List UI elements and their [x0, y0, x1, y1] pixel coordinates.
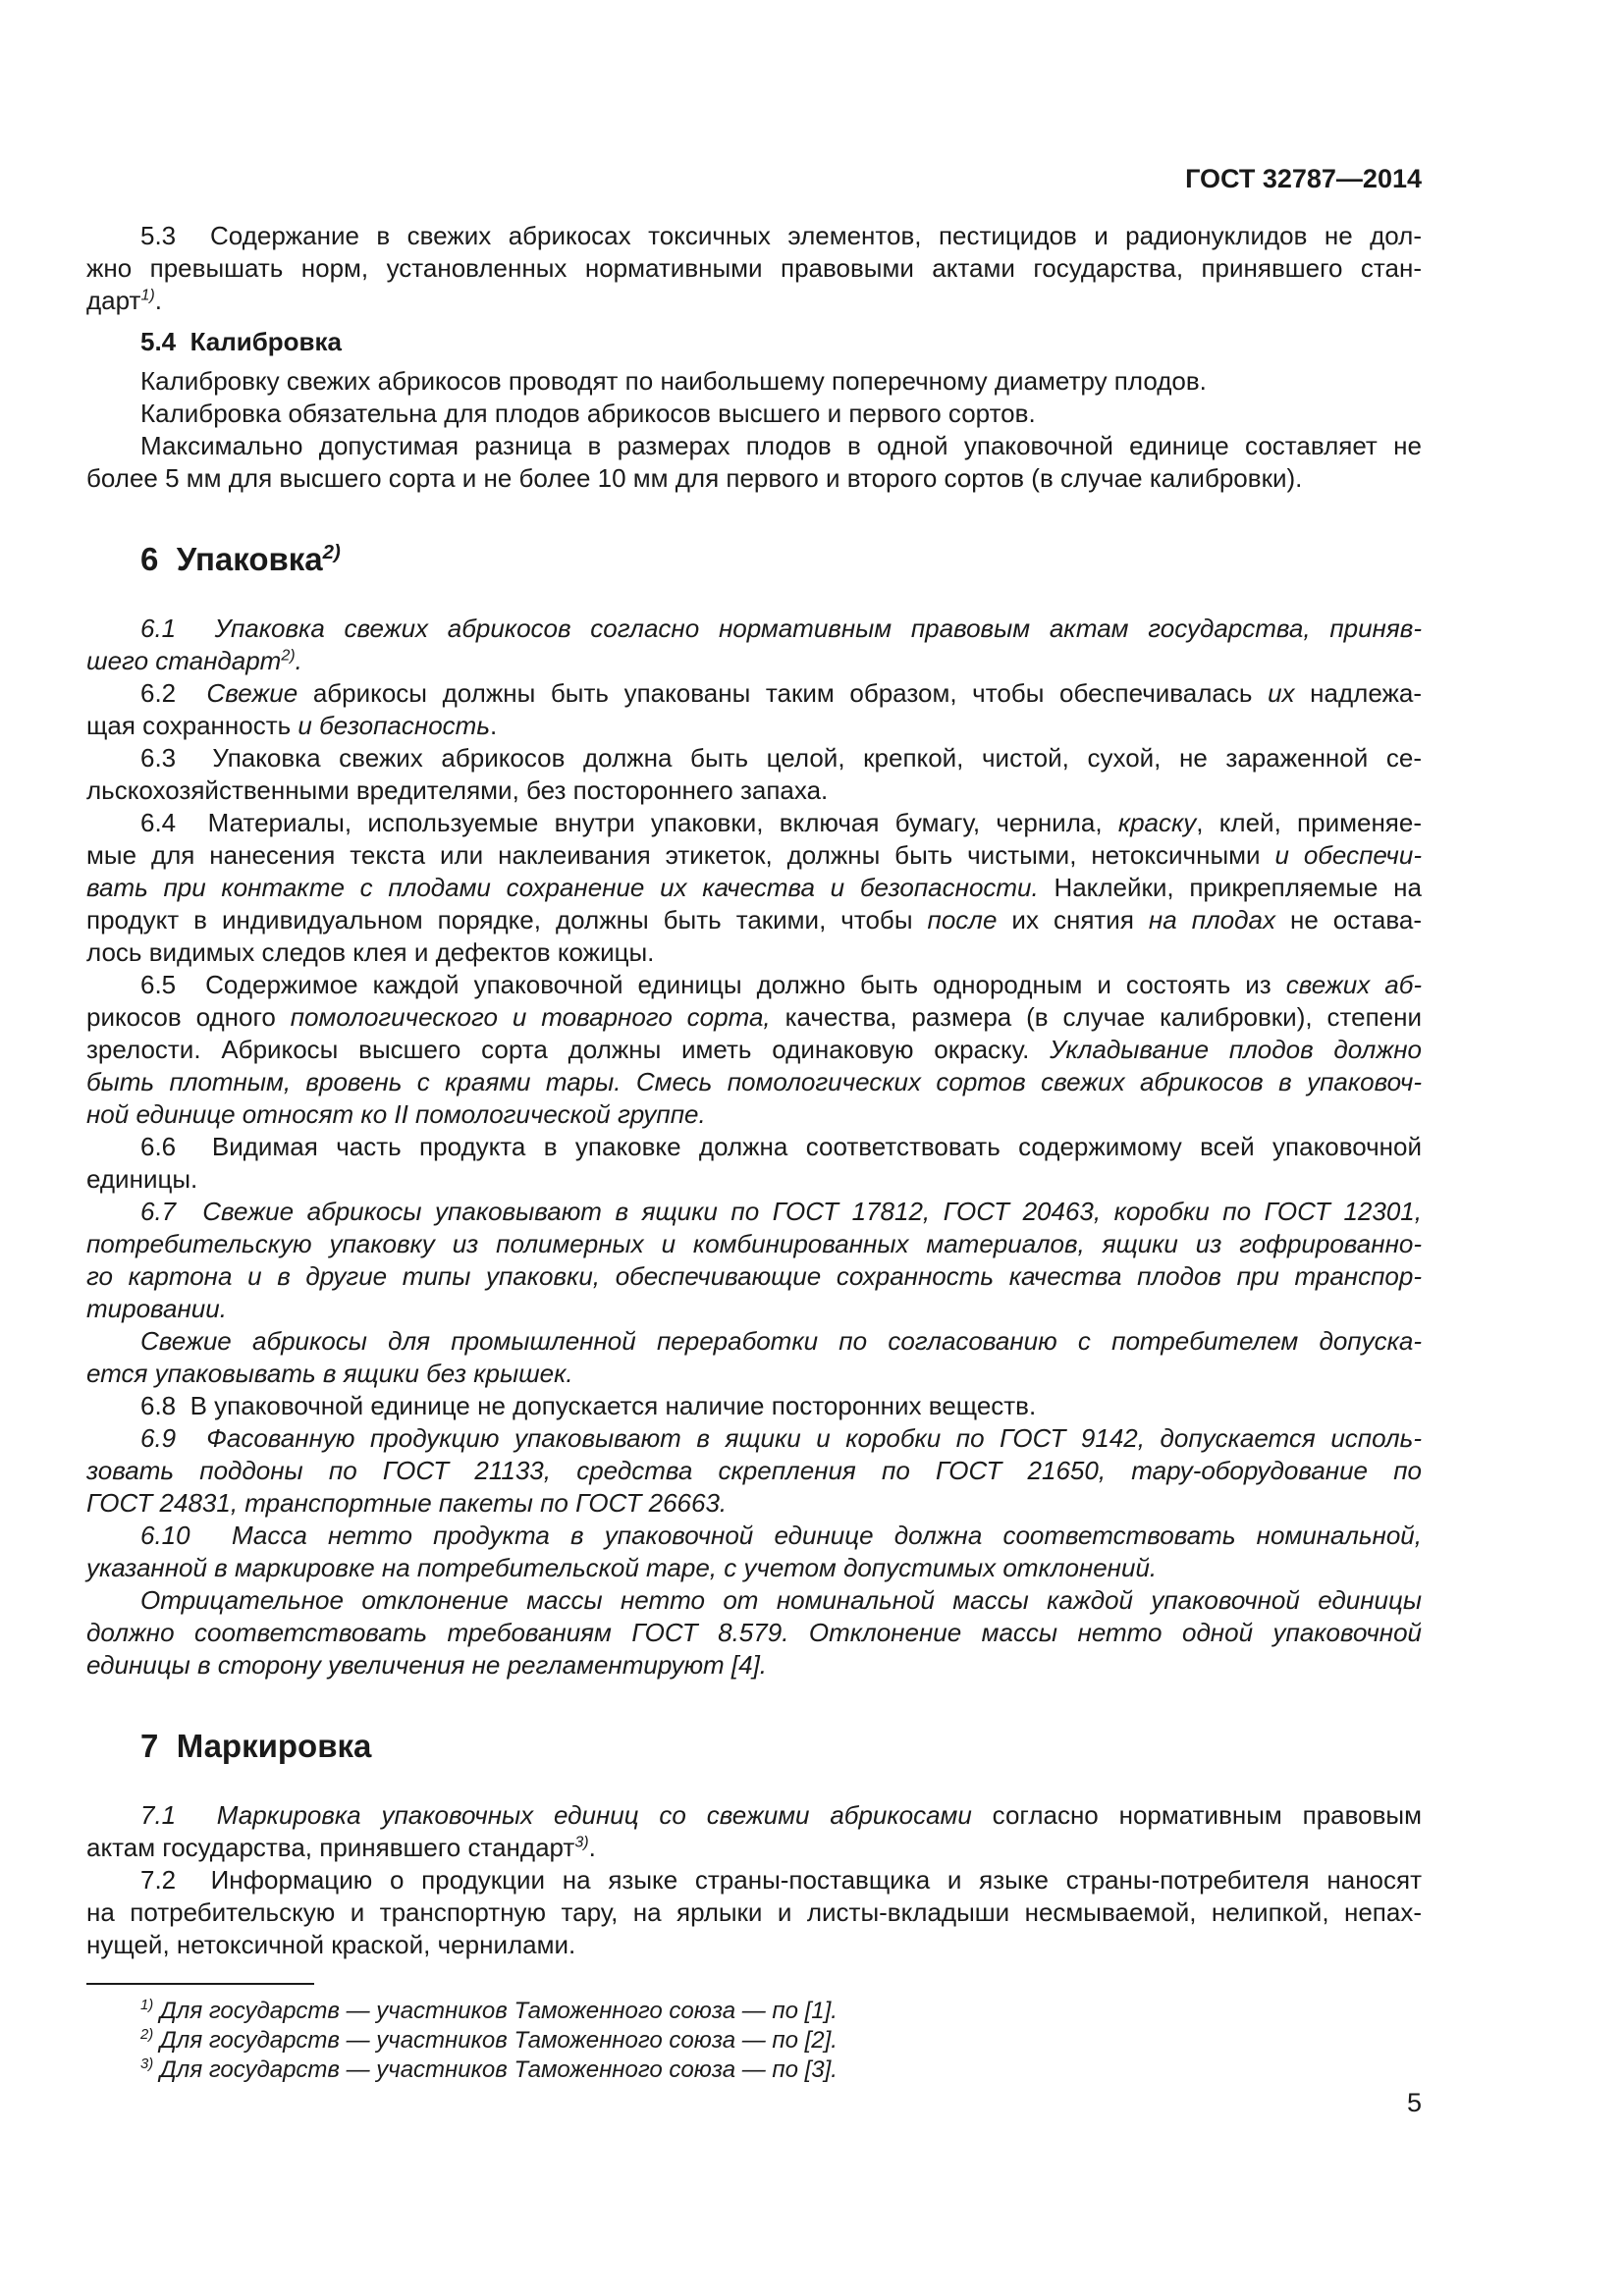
para-5-3: [86, 220, 1422, 317]
footnote-3: [86, 2056, 1422, 2085]
para-calibration-2: [86, 398, 1422, 430]
para-6-5: [86, 969, 1422, 1131]
para-6-7: [86, 1196, 1422, 1325]
text-line: Свежие абрикосы для промышленной переработки по согласованию с потребителем допуска-: [140, 1326, 1422, 1356]
text-line: 5.4 Калибровка: [140, 327, 343, 356]
para-6-3: [86, 742, 1422, 807]
heading-7: [86, 1727, 1422, 1766]
text-line: 6.10 Масса нетто продукта в упаковочной единице должна соответствовать номинальной,: [140, 1521, 1422, 1550]
text-line: актам государства, принявшего стандарт$^{3)}$.: [86, 1833, 596, 1862]
para-6-9: [86, 1422, 1422, 1520]
document-body: [86, 220, 1422, 2085]
text-line: льскохозяйственными вредителями, без постороннего запаха.: [86, 775, 829, 805]
footnote-1: [86, 1997, 1422, 2026]
text-line: $^{1)}$ Для государств — участников Таможенного союза — по [1].: [140, 1998, 838, 2024]
text-line: Отрицательное отклонение массы нетто от номинальной массы каждой упаковочной единицы: [140, 1585, 1422, 1615]
text-line: нущей, нетоксичной краской, чернилами.: [86, 1930, 576, 1959]
text-line: 6.3 Упаковка свежих абрикосов должна быть целой, крепкой, чистой, сухой, не зараженной се-: [140, 743, 1422, 773]
text-line: 5.3 Содержание в свежих абрикосах токсичных элементов, пестицидов и радионуклидов не дол-: [140, 221, 1422, 250]
text-line: 6.9 Фасованную продукцию упаковывают в ящики и коробки по ГОСТ 9142, допускается исполь-: [140, 1423, 1422, 1453]
text-line: зрелости. Абрикосы высшего сорта должны иметь одинаковую окраску. Укладывание плодов должно: [86, 1035, 1422, 1064]
text-line: 6.8 В упаковочной единице не допускается наличие посторонних веществ.: [140, 1391, 1037, 1420]
text-line: 6.2 Свежие абрикосы должны быть упакованы таким образом, чтобы обеспечивалась их надлежа-: [140, 678, 1423, 708]
text-line: единицы в сторону увеличения не регламентируют [4].: [86, 1650, 768, 1680]
para-calibration-1: [86, 365, 1422, 398]
para-6-7a: [86, 1325, 1422, 1390]
text-line: $^{3)}$ Для государств — участников Таможенного союза — по [3].: [140, 2056, 838, 2083]
text-line: зовать поддоны по ГОСТ 21133, средства скрепления по ГОСТ 21650, тару-оборудование по: [86, 1456, 1422, 1485]
text-line: 6.1 Упаковка свежих абрикосов согласно нормативным правовым актам государства, приняв-: [140, 614, 1422, 643]
text-line: единицы.: [86, 1164, 198, 1194]
para-6-10: [86, 1520, 1422, 1584]
text-line: продукт в индивидуальном порядке, должны быть такими, чтобы после их снятия на плодах не остава-: [86, 905, 1422, 934]
footnote-rule: [86, 1983, 314, 1985]
para-6-4: [86, 807, 1422, 969]
para-6-8: [86, 1390, 1422, 1422]
para-6-2: [86, 677, 1422, 742]
page-number: 5: [1406, 2088, 1422, 2117]
text-line: указанной в маркировке на потребительской таре, с учетом допустимых отклонений.: [86, 1553, 1158, 1582]
text-line: более 5 мм для высшего сорта и не более 10 мм для первого и второго сортов (в случае калибровки).: [86, 463, 1303, 493]
para-calibration-3: [86, 430, 1422, 495]
para-7-2: [86, 1864, 1422, 1961]
text-line: лось видимых следов клея и дефектов кожицы.: [86, 937, 655, 967]
text-line: тировании.: [86, 1294, 227, 1323]
text-line: дарт$^{1)}$.: [86, 286, 162, 315]
text-line: вать при контакте с плодами сохранение их качества и безопасности. Наклейки, прикрепляемые на: [86, 873, 1422, 902]
text-line: 6.4 Материалы, используемые внутри упаковки, включая бумагу, чернила, краску, клей, применяе-: [140, 808, 1423, 837]
para-7-1: [86, 1799, 1422, 1864]
text-line: Максимально допустимая разница в размерах плодов в одной упаковочной единице составляет не: [140, 431, 1422, 460]
text-line: быть плотным, вровень с краями тары. Смесь помологических сортов свежих абрикосов в упаковоч-: [86, 1067, 1422, 1096]
text-line: должно соответствовать требованиям ГОСТ 8.579. Отклонение массы нетто одной упаковочной: [86, 1618, 1422, 1647]
text-line: потребительскую упаковку из полимерных и комбинированных материалов, ящики из гофрированно-: [86, 1229, 1422, 1258]
text-line: ется упаковывать в ящики без крышек.: [86, 1359, 573, 1388]
text-line: 7 Маркировка: [140, 1728, 372, 1764]
text-line: 6.7 Свежие абрикосы упаковывают в ящики по ГОСТ 17812, ГОСТ 20463, коробки по ГОСТ 12301,: [140, 1197, 1422, 1226]
text-line: рикосов одного помологического и товарного сорта, качества, размера (в случае калибровки), степени: [86, 1002, 1422, 1032]
text-line: $^{2)}$ Для государств — участников Таможенного союза — по [2].: [140, 2027, 838, 2054]
text-line: щая сохранность и безопасность.: [86, 711, 498, 740]
text-line: ГОСТ 24831, транспортные пакеты по ГОСТ 26663.: [86, 1488, 728, 1518]
text-line: на потребительскую и транспортную тару, на ярлыки и листы-вкладыши несмываемой, нелипкой, непах-: [86, 1897, 1422, 1927]
text-line: го картона и в другие типы упаковки, обеспечивающие сохранность качества плодов при транспор-: [86, 1261, 1422, 1291]
text-line: жно превышать норм, установленных нормативными правовыми актами государства, принявшего стан-: [86, 253, 1422, 283]
text-line: Калибровку свежих абрикосов проводят по наибольшему поперечному диаметру плодов.: [140, 366, 1207, 396]
text-line: 6.6 Видимая часть продукта в упаковке должна соответствовать содержимому всей упаковочной: [140, 1132, 1422, 1161]
standard-number: ГОСТ 32787—2014: [1185, 164, 1422, 193]
para-6-6: [86, 1131, 1422, 1196]
footnote-2: [86, 2026, 1422, 2056]
text-line: 6.5 Содержимое каждой упаковочной единицы должно быть однородным и состоять из свежих аб-: [140, 970, 1422, 999]
text-line: ной единице относят ко II помологической группе.: [86, 1099, 706, 1129]
para-6-1: [86, 613, 1422, 677]
text-line: 7.1 Маркировка упаковочных единиц со свежими абрикосами согласно нормативным правовым: [140, 1800, 1422, 1830]
text-line: Калибровка обязательна для плодов абрикосов высшего и первого сортов.: [140, 399, 1036, 428]
heading-6: [86, 540, 1422, 579]
para-6-10a: [86, 1584, 1422, 1682]
page-header: [86, 165, 1422, 192]
text-line: 7.2 Информацию о продукции на языке страны-поставщика и языке страны-потребителя наносят: [140, 1865, 1422, 1895]
text-line: мые для нанесения текста или наклеивания этикеток, должны быть чистыми, нетоксичными и обеспечи-: [86, 840, 1422, 870]
text-line: 6 Упаковка$^{2)}$: [140, 541, 341, 577]
text-line: шего стандарт$^{2)}$.: [86, 646, 302, 675]
heading-5-4: [86, 326, 1422, 358]
